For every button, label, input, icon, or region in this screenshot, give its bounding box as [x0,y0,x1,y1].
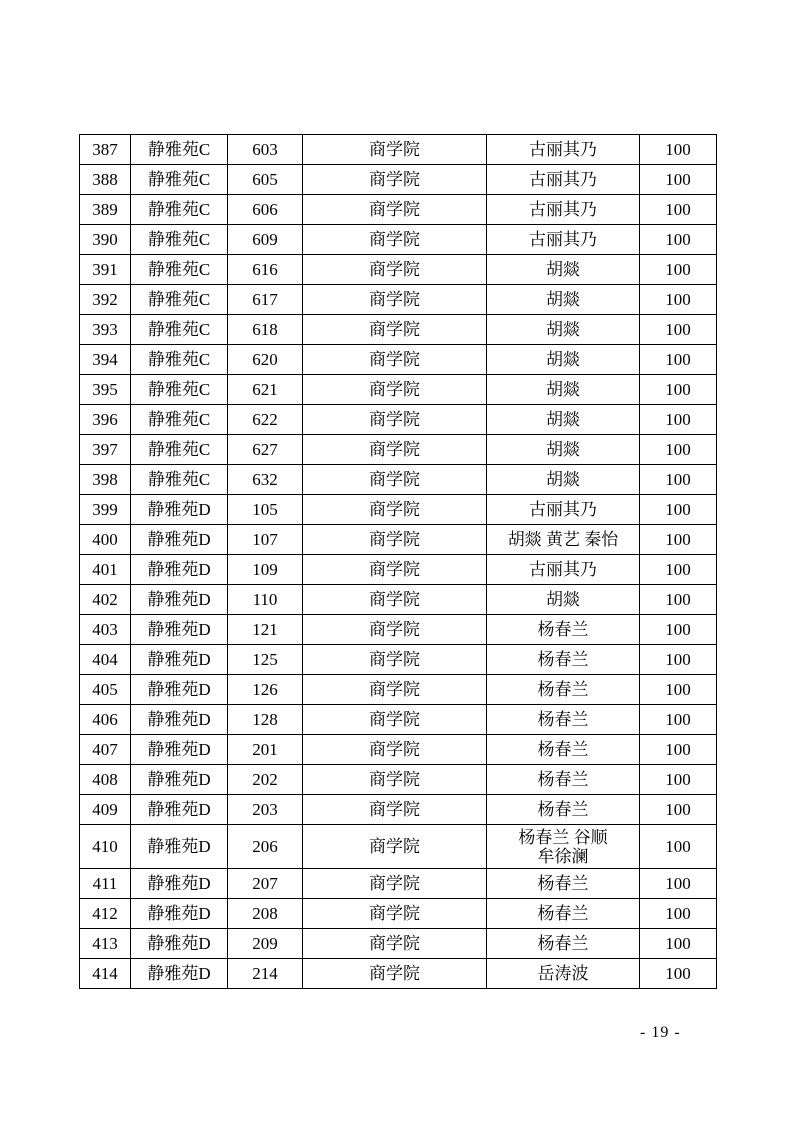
row-number-cell: 399 [80,495,131,525]
table-row [80,135,717,165]
score-cell: 100 [640,869,717,899]
responsible-person-cell: 古丽其乃 [487,165,640,195]
room-cell: 617 [228,285,303,315]
building-cell: 静雅苑D [131,869,228,899]
row-number-cell: 414 [80,959,131,989]
building-cell: 静雅苑C [131,315,228,345]
building-cell: 静雅苑C [131,285,228,315]
responsible-person-cell: 胡燚 [487,465,640,495]
college-cell: 商学院 [303,405,487,435]
score-cell: 100 [640,495,717,525]
college-cell: 商学院 [303,375,487,405]
row-number-cell: 388 [80,165,131,195]
table-row [80,375,717,405]
building-cell: 静雅苑D [131,585,228,615]
row-number-cell: 393 [80,315,131,345]
room-cell: 627 [228,435,303,465]
college-cell: 商学院 [303,705,487,735]
table-row [80,615,717,645]
building-cell: 静雅苑C [131,195,228,225]
table-row [80,705,717,735]
score-cell: 100 [640,255,717,285]
room-cell: 214 [228,959,303,989]
responsible-person-cell: 胡燚 黄艺 秦怡 [487,525,640,555]
score-cell: 100 [640,765,717,795]
table-row [80,765,717,795]
responsible-person-cell: 胡燚 [487,585,640,615]
room-cell: 110 [228,585,303,615]
college-cell: 商学院 [303,315,487,345]
room-cell: 206 [228,825,303,869]
row-number-cell: 407 [80,735,131,765]
responsible-person-cell: 胡燚 [487,255,640,285]
table-row [80,225,717,255]
responsible-person-cell: 杨春兰 [487,675,640,705]
score-cell: 100 [640,825,717,869]
college-cell: 商学院 [303,615,487,645]
college-cell: 商学院 [303,899,487,929]
room-cell: 202 [228,765,303,795]
college-cell: 商学院 [303,869,487,899]
college-cell: 商学院 [303,135,487,165]
room-cell: 621 [228,375,303,405]
score-cell: 100 [640,675,717,705]
score-cell: 100 [640,929,717,959]
room-cell: 105 [228,495,303,525]
responsible-person-cell: 胡燚 [487,315,640,345]
college-cell: 商学院 [303,255,487,285]
college-cell: 商学院 [303,555,487,585]
room-cell: 201 [228,735,303,765]
college-cell: 商学院 [303,959,487,989]
row-number-cell: 411 [80,869,131,899]
college-cell: 商学院 [303,585,487,615]
table-row [80,435,717,465]
table-row [80,285,717,315]
college-cell: 商学院 [303,765,487,795]
responsible-person-cell: 杨春兰 [487,899,640,929]
table-row [80,345,717,375]
college-cell: 商学院 [303,195,487,225]
college-cell: 商学院 [303,795,487,825]
college-cell: 商学院 [303,735,487,765]
dormitory-score-table [79,134,717,989]
row-number-cell: 394 [80,345,131,375]
building-cell: 静雅苑C [131,225,228,255]
row-number-cell: 400 [80,525,131,555]
row-number-cell: 404 [80,645,131,675]
table-row [80,555,717,585]
responsible-person-cell: 胡燚 [487,435,640,465]
room-cell: 126 [228,675,303,705]
row-number-cell: 405 [80,675,131,705]
college-cell: 商学院 [303,165,487,195]
college-cell: 商学院 [303,495,487,525]
score-cell: 100 [640,225,717,255]
room-cell: 107 [228,525,303,555]
score-cell: 100 [640,735,717,765]
table-row [80,405,717,435]
responsible-person-cell: 杨春兰 [487,615,640,645]
score-cell: 100 [640,795,717,825]
responsible-person-cell: 杨春兰 [487,929,640,959]
building-cell: 静雅苑D [131,555,228,585]
building-cell: 静雅苑D [131,959,228,989]
table-row [80,675,717,705]
building-cell: 静雅苑D [131,765,228,795]
room-cell: 609 [228,225,303,255]
responsible-person-cell: 胡燚 [487,345,640,375]
responsible-person-cell: 杨春兰 [487,735,640,765]
row-number-cell: 410 [80,825,131,869]
college-cell: 商学院 [303,465,487,495]
building-cell: 静雅苑D [131,675,228,705]
table-row [80,465,717,495]
responsible-person-cell: 胡燚 [487,405,640,435]
building-cell: 静雅苑C [131,465,228,495]
score-cell: 100 [640,165,717,195]
score-cell: 100 [640,285,717,315]
responsible-person-cell: 胡燚 [487,375,640,405]
responsible-person-cell: 杨春兰 [487,869,640,899]
room-cell: 616 [228,255,303,285]
building-cell: 静雅苑C [131,375,228,405]
table-row [80,495,717,525]
table-row [80,869,717,899]
table-row [80,255,717,285]
table-row [80,929,717,959]
row-number-cell: 391 [80,255,131,285]
responsible-person-cell: 岳涛波 [487,959,640,989]
room-cell: 620 [228,345,303,375]
row-number-cell: 389 [80,195,131,225]
responsible-person-cell: 胡燚 [487,285,640,315]
building-cell: 静雅苑C [131,345,228,375]
score-cell: 100 [640,645,717,675]
responsible-person-cell: 古丽其乃 [487,195,640,225]
row-number-cell: 408 [80,765,131,795]
room-cell: 109 [228,555,303,585]
row-number-cell: 395 [80,375,131,405]
page-number: - 19 - [640,1024,681,1041]
row-number-cell: 392 [80,285,131,315]
building-cell: 静雅苑D [131,645,228,675]
score-cell: 100 [640,465,717,495]
row-number-cell: 409 [80,795,131,825]
responsible-person-cell: 古丽其乃 [487,495,640,525]
responsible-person-cell: 杨春兰 [487,645,640,675]
row-number-cell: 401 [80,555,131,585]
room-cell: 605 [228,165,303,195]
room-cell: 606 [228,195,303,225]
responsible-person-line: 牟徐澜 [537,846,589,866]
row-number-cell: 390 [80,225,131,255]
building-cell: 静雅苑D [131,705,228,735]
college-cell: 商学院 [303,825,487,869]
room-cell: 603 [228,135,303,165]
responsible-person-cell [487,825,640,869]
building-cell: 静雅苑C [131,255,228,285]
college-cell: 商学院 [303,285,487,315]
building-cell: 静雅苑C [131,165,228,195]
college-cell: 商学院 [303,345,487,375]
table-row [80,315,717,345]
score-cell: 100 [640,135,717,165]
table-row [80,825,717,869]
college-cell: 商学院 [303,525,487,555]
room-cell: 203 [228,795,303,825]
responsible-person-line: 杨春兰 谷顺 [518,827,608,847]
score-cell: 100 [640,405,717,435]
table-row [80,165,717,195]
score-cell: 100 [640,615,717,645]
score-cell: 100 [640,375,717,405]
score-cell: 100 [640,555,717,585]
building-cell: 静雅苑D [131,929,228,959]
table-row [80,735,717,765]
college-cell: 商学院 [303,435,487,465]
table-body [80,135,717,989]
table-row [80,195,717,225]
score-cell: 100 [640,959,717,989]
room-cell: 209 [228,929,303,959]
table-row [80,959,717,989]
college-cell: 商学院 [303,929,487,959]
room-cell: 125 [228,645,303,675]
building-cell: 静雅苑D [131,899,228,929]
college-cell: 商学院 [303,645,487,675]
building-cell: 静雅苑D [131,735,228,765]
row-number-cell: 398 [80,465,131,495]
score-cell: 100 [640,525,717,555]
room-cell: 622 [228,405,303,435]
row-number-cell: 406 [80,705,131,735]
score-cell: 100 [640,195,717,225]
room-cell: 121 [228,615,303,645]
row-number-cell: 396 [80,405,131,435]
building-cell: 静雅苑C [131,135,228,165]
room-cell: 207 [228,869,303,899]
score-cell: 100 [640,345,717,375]
row-number-cell: 402 [80,585,131,615]
building-cell: 静雅苑D [131,495,228,525]
room-cell: 128 [228,705,303,735]
responsible-person-cell: 古丽其乃 [487,555,640,585]
table-row [80,899,717,929]
room-cell: 618 [228,315,303,345]
responsible-person-cell: 古丽其乃 [487,225,640,255]
table-row [80,795,717,825]
responsible-person-cell: 古丽其乃 [487,135,640,165]
responsible-person-cell: 杨春兰 [487,765,640,795]
building-cell: 静雅苑D [131,525,228,555]
table-row [80,645,717,675]
score-cell: 100 [640,315,717,345]
building-cell: 静雅苑D [131,615,228,645]
table-row [80,585,717,615]
score-cell: 100 [640,899,717,929]
building-cell: 静雅苑D [131,825,228,869]
score-cell: 100 [640,705,717,735]
room-cell: 632 [228,465,303,495]
row-number-cell: 412 [80,899,131,929]
responsible-person-cell: 杨春兰 [487,705,640,735]
score-cell: 100 [640,435,717,465]
college-cell: 商学院 [303,225,487,255]
building-cell: 静雅苑C [131,405,228,435]
score-cell: 100 [640,585,717,615]
building-cell: 静雅苑D [131,795,228,825]
row-number-cell: 413 [80,929,131,959]
building-cell: 静雅苑C [131,435,228,465]
responsible-person-cell: 杨春兰 [487,795,640,825]
row-number-cell: 387 [80,135,131,165]
table-row [80,525,717,555]
row-number-cell: 403 [80,615,131,645]
row-number-cell: 397 [80,435,131,465]
room-cell: 208 [228,899,303,929]
college-cell: 商学院 [303,675,487,705]
